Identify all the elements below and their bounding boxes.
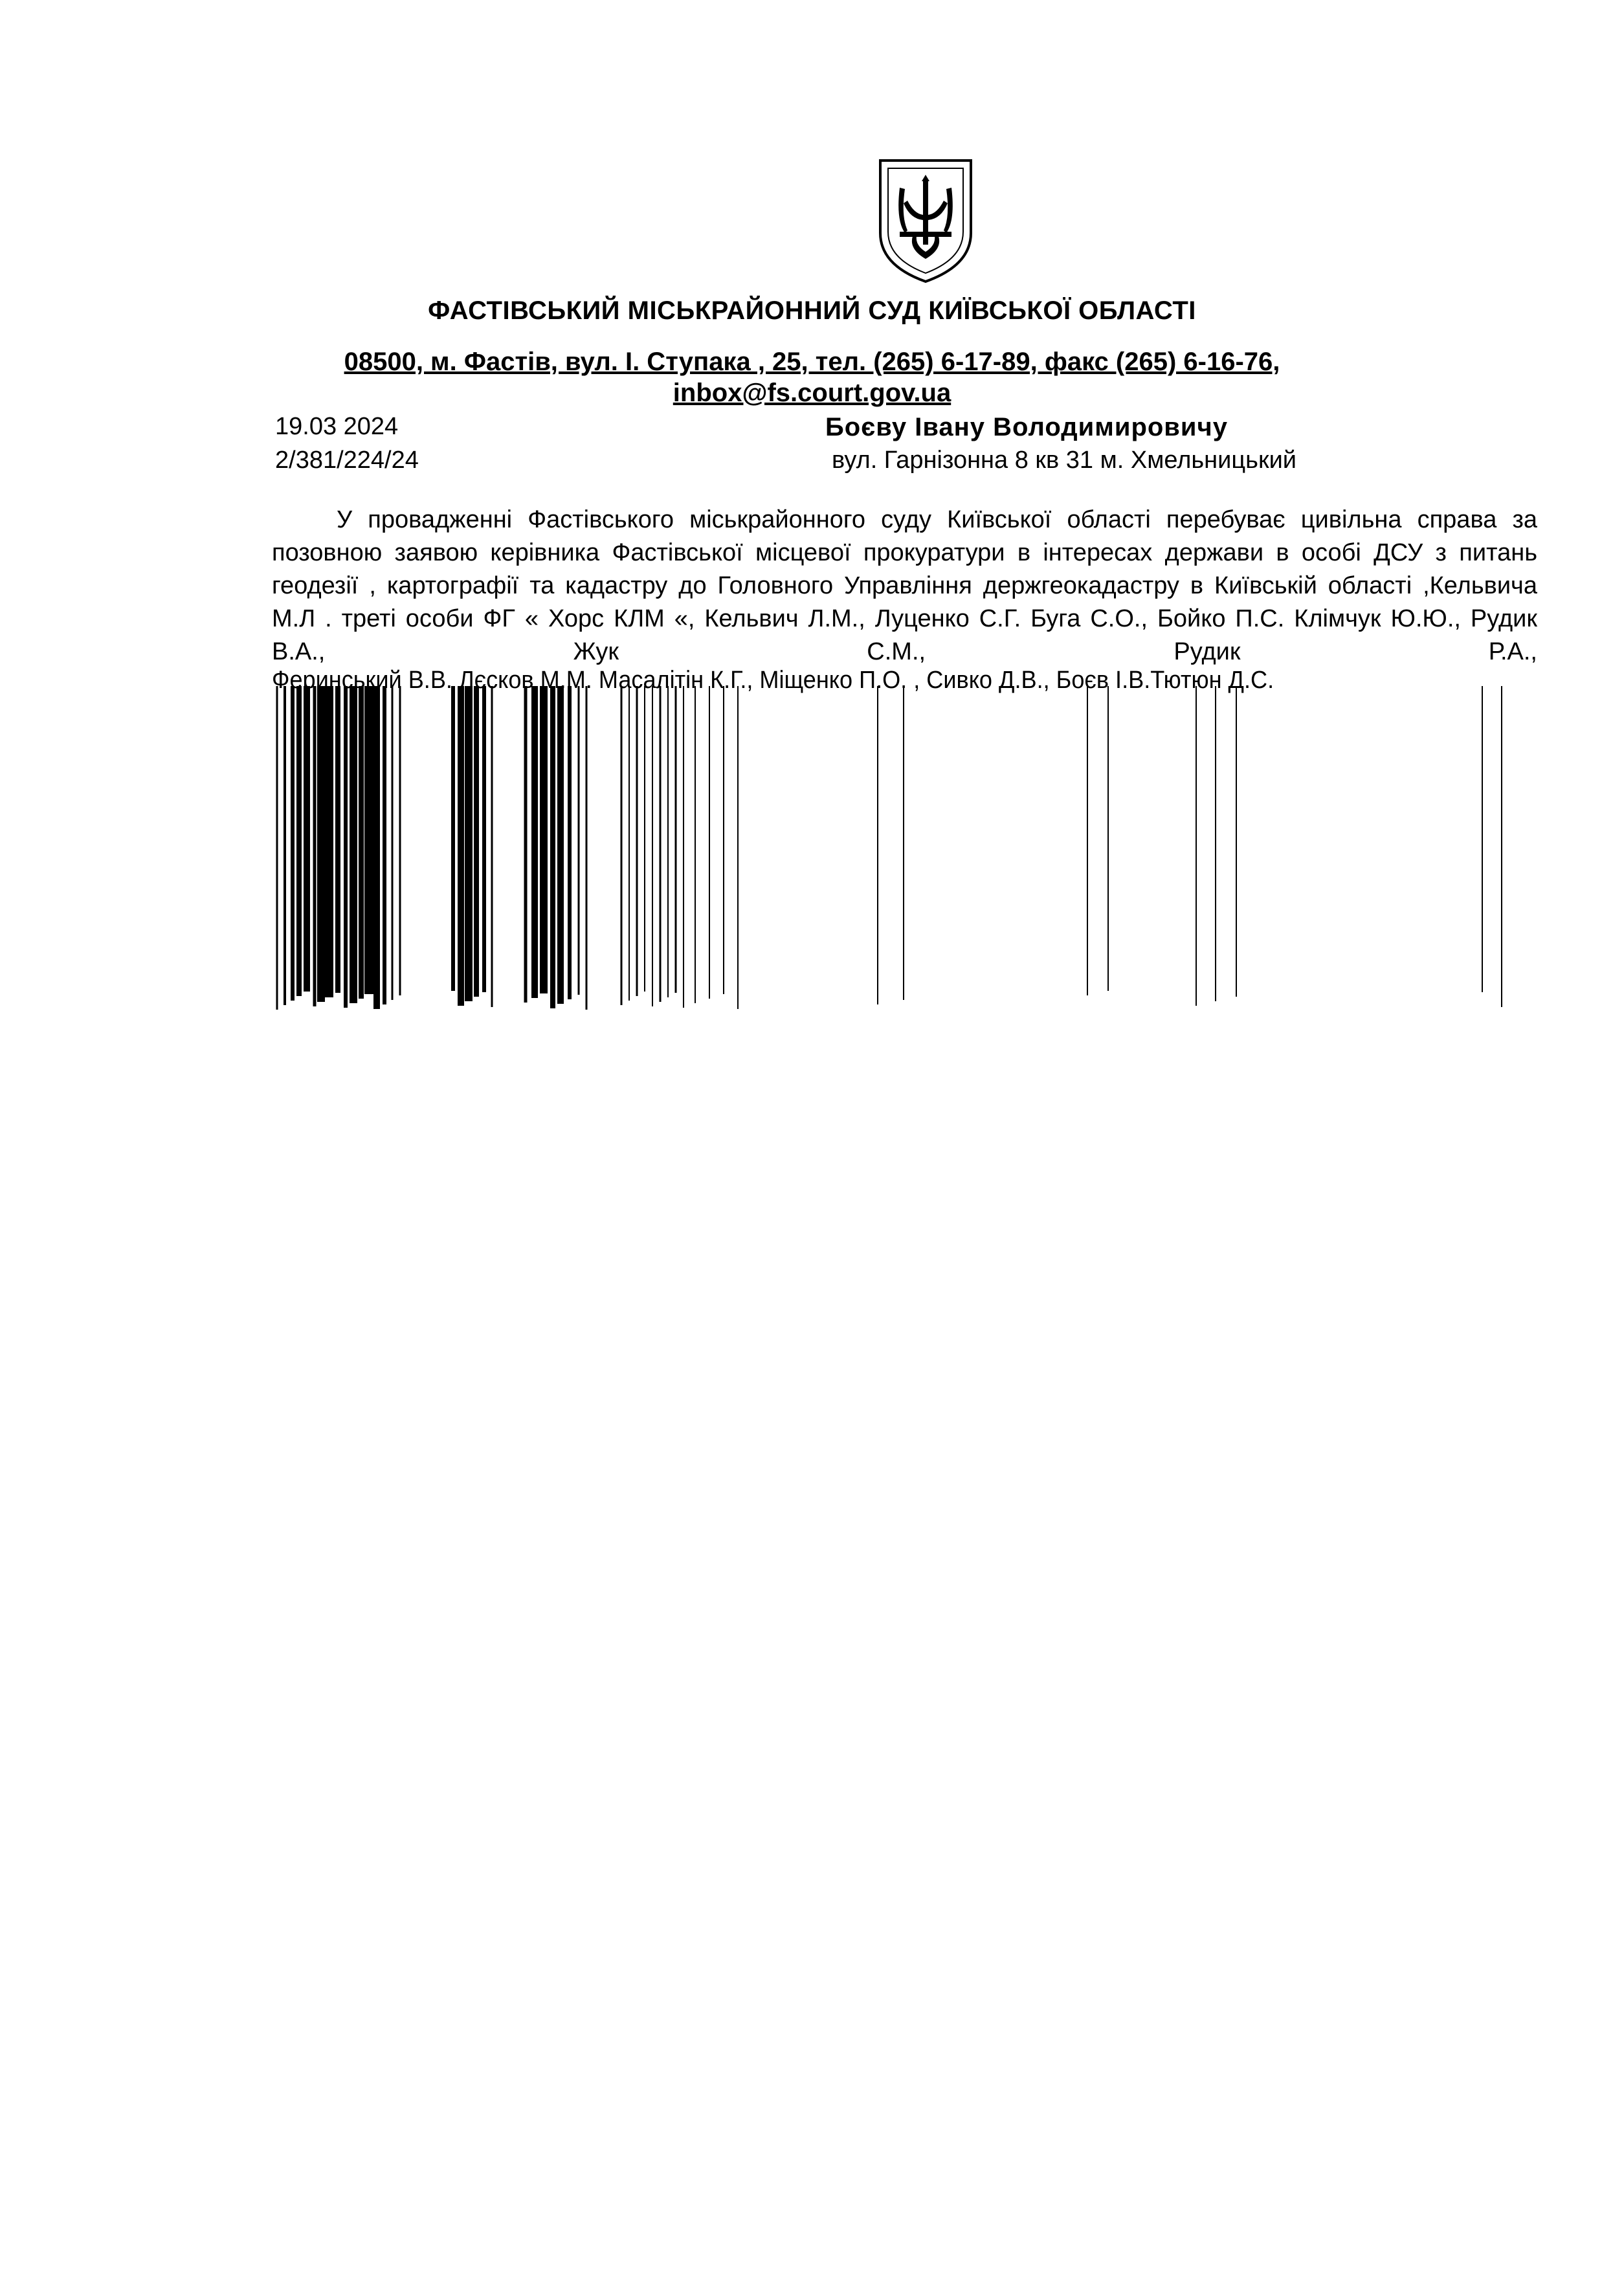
recipient-address: вул. Гарнізонна 8 кв 31 м. Хмельницький: [832, 447, 1297, 474]
court-email-link[interactable]: inbox@fs.court.gov.ua: [673, 379, 951, 407]
body-text: [272, 504, 1537, 669]
body-paragraph: У провадженні Фастівського міськрайонного суду Київської області перебуває цивільна справа за позовною заявою керівника Фастівської місцевої прокуратури в інтересах держави в особі ДСУ з питань геодезії , картографії та кадастру до Головного Управління держгеокадастру в Київській області ,Кельвича М.Л . треті особи ФГ « Хорс КЛМ «, Кельвич Л.М., Луценко С.Г. Буга С.О., Бойко П.С. Клімчук Ю.Ю., Рудик В.А., Жук С.М., Рудик Р.А.,: [272, 506, 1537, 665]
court-address-line: 08500, м. Фастів, вул. І. Ступака , 25, тел. (265) 6-17-89, факс (265) 6-16-76,: [344, 348, 1280, 376]
court-address: [0, 346, 1624, 408]
document-reference: 2/381/224/24: [275, 447, 419, 474]
coat-of-arms-icon: [874, 155, 977, 285]
distorted-text-line: Феринський В.В. Лєсков М.М. Масалітін К.Г., Міщенко П.О. , Сивко Д.В., Боєв І.В.Тютюн Д.С.: [272, 667, 1274, 694]
document-date: 19.03 2024: [275, 413, 399, 440]
recipient-name: Боєву Івану Володимировичу: [825, 413, 1228, 441]
court-name: ФАСТІВСЬКИЙ МІСЬКРАЙОННИЙ СУД КИЇВСЬКОЇ ОБЛАСТІ: [428, 296, 1196, 325]
